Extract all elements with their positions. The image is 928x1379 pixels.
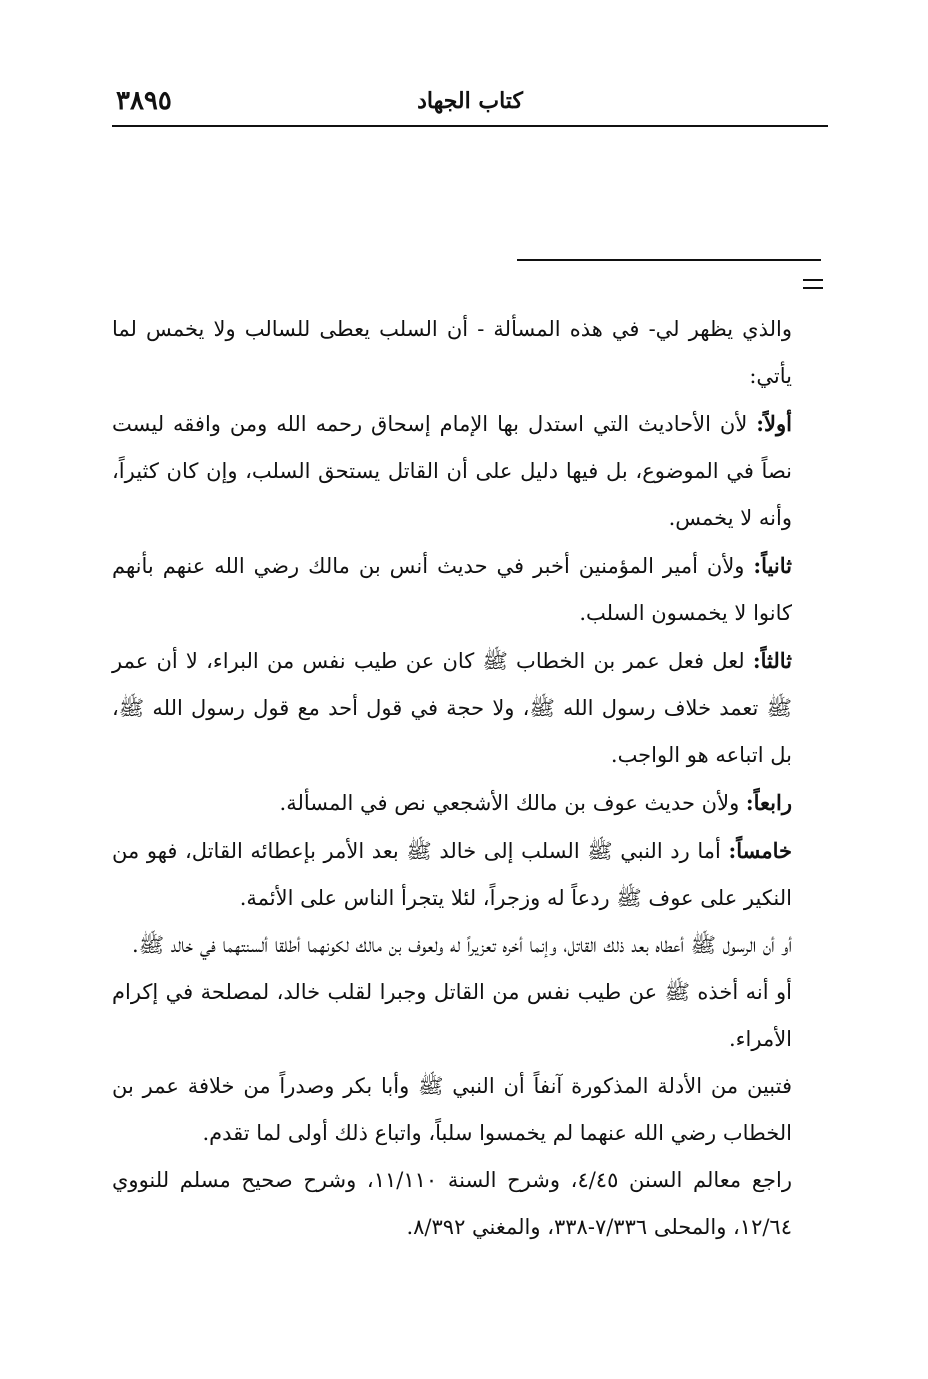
paragraph-text: لأن الأحاديث التي استدل بها الإمام إسحاق رحمه الله ومن وافقه ليست نصاً في الموضوع، بل فيها دليل على أن القاتل يستحق السلب، وإن كان كثيراً، وأنه لا يخمس.	[112, 412, 792, 530]
paragraph-text: ولأن حديث عوف بن مالك الأشجعي نص في المسألة.	[279, 791, 746, 815]
footnote-separator	[517, 259, 821, 261]
paragraph-third-reason	[112, 637, 792, 779]
paragraph-alternative-1	[112, 922, 792, 969]
footnote-body	[112, 306, 792, 1251]
paragraph-text: راجع معالم السنن ٤/٤٥، وشرح السنة ١١/١١٠، وشرح صحيح مسلم للنووي ١٢/٦٤، والمحلى ٧/٣٣٦-٣٣٨، والمغني ٨/٣٩٢.	[112, 1168, 792, 1239]
page-header	[112, 84, 828, 124]
paragraph-text: والذي يظهر لي- في هذه المسألة - أن السلب يعطى للسالب ولا يخمس لما يأتي:	[112, 317, 792, 388]
paragraph-intro	[112, 306, 792, 400]
paragraph-lead: ثانياً:	[753, 553, 792, 578]
header-rule	[112, 125, 828, 127]
paragraph-alternative-2	[112, 969, 792, 1063]
paragraph-fifth-reason	[112, 827, 792, 922]
paragraph-text: فتبين من الأدلة المذكورة آنفاً أن النبي ﷺ وأبا بكر وصدراً من خلافة عمر بن الخطاب رضي الله عنهما لم يخمسوا سلباً، واتباع ذلك أولى لما تقدم.	[112, 1074, 792, 1145]
paragraph-fourth-reason	[112, 779, 792, 827]
paragraph-text: أو أن الرسول ﷺ أعطاه بعد ذلك القاتل، وإنما أخره تعزيراً له ولعوف بن مالك لكونهما أطلقا ألسنتهما في خالد ﷺ.	[132, 933, 792, 957]
paragraph-lead: أولاً:	[756, 411, 792, 436]
paragraph-lead: ثالثاً:	[752, 648, 792, 673]
paragraph-conclusion	[112, 1063, 792, 1157]
paragraph-text: أما رد النبي ﷺ السلب إلى خالد ﷺ بعد الأمر بإعطائه القاتل، فهو من النكير على عوف ﷺ ردعاً له وزجراً، لئلا يتجرأ الناس على الأئمة.	[112, 839, 792, 910]
page-number: ٣٨٩٥	[116, 86, 172, 116]
running-title: كتاب الجهاد	[417, 88, 523, 114]
paragraph-text: ولأن أمير المؤمنين أخبر في حديث أنس بن مالك رضي الله عنهم بأنهم كانوا لا يخمسون السلب.	[112, 554, 792, 625]
paragraph-lead: خامساً:	[728, 838, 792, 863]
paragraph-text: أو أنه أخذه ﷺ عن طيب نفس من القاتل وجبرا لقلب خالد، لمصلحة في إكرام الأمراء.	[112, 980, 792, 1051]
paragraph-text: لعل فعل عمر بن الخطاب ﷺ كان عن طيب نفس من البراء، لا أن عمر ﷺ تعمد خلاف رسول الله ﷺ، ولا حجة في قول أحد مع قول رسول الله ﷺ، بل اتباعه هو الواجب.	[112, 649, 792, 767]
paragraph-lead: رابعاً:	[745, 790, 792, 815]
paragraph-references	[112, 1157, 792, 1251]
paragraph-first-reason	[112, 400, 792, 542]
paragraph-second-reason	[112, 542, 792, 637]
footnote-continuation-mark	[803, 279, 823, 289]
